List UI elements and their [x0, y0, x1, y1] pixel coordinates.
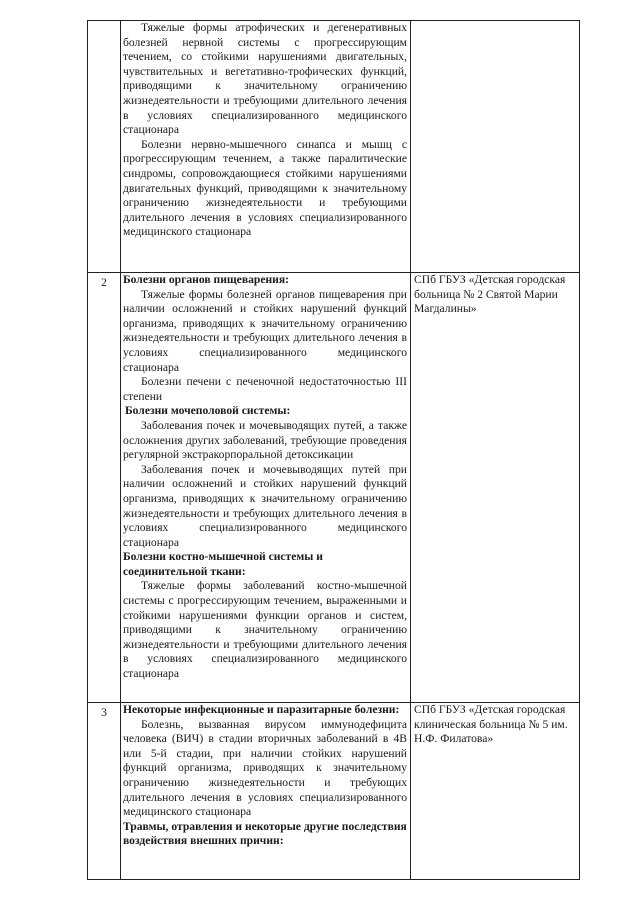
disease-paragraph: Тяжелые формы заболеваний костно-мышечной системы с прогрессирующим течением, выраженными и стойкими нарушениями функции органов и систем, приводящими к значительному ограничению жизнедеятельности и требующими длительного лечения в условиях специализированного медицинского стационара	[123, 579, 407, 681]
section-heading: Некоторые инфекционные и паразитарные болезни:	[123, 703, 400, 716]
row-number: 3	[101, 706, 107, 719]
section-heading: Болезни мочеполовой системы:	[125, 404, 291, 418]
row-number: 2	[101, 276, 107, 289]
table-row	[88, 703, 580, 880]
section-heading: Травмы, отравления и некоторые другие последствия воздействия внешних причин:	[123, 819, 407, 848]
organization-cell	[411, 21, 580, 273]
row-number	[88, 21, 120, 24]
disease-paragraph: Тяжелые формы атрофических и дегенеративных болезней нервной системы с прогрессирующим течением, со стойкими нарушениями двигательных, чувствительных и вегетативно-трофических функций, приводящими к значительному ограничению жизнедеятельности и требующими длительного лечения в условиях специализированного медицинского стационара	[123, 21, 407, 137]
table-row	[88, 273, 580, 703]
organization-name: СПб ГБУЗ «Детская городская больница № 2 Святой Марии Магдалины»	[414, 273, 566, 316]
disease-cell	[121, 703, 411, 880]
organization-name: СПб ГБУЗ «Детская городская клиническая больница № 5 им. Н.Ф. Филатова»	[414, 703, 568, 746]
row-number-cell	[88, 21, 121, 273]
row-number-cell	[88, 273, 121, 703]
disease-paragraph: Болезни печени с печеночной недостаточностью III степени	[123, 375, 407, 403]
disease-paragraph: Заболевания почек и мочевыводящих путей при наличии осложнений и стойких нарушений функций организма, приводящих к значительному ограничению жизнедеятельности и требующих длительного лечения в условиях специализированного медицинского стационара	[123, 462, 407, 549]
organization-cell	[411, 703, 580, 880]
disease-cell	[121, 273, 411, 703]
disease-cell	[121, 21, 411, 273]
disease-paragraph: Болезнь, вызванная вирусом иммунодефицита человека (ВИЧ) в стадии вторичных заболеваний в 4В или 5-й стадии, при наличии стойких нарушений функций организма, приводящих к значительному ограничению жизнедеятельности и требующих длительного лечения в условиях специализированного медицинского стационара	[123, 717, 407, 819]
table-row	[88, 21, 580, 273]
organization-cell	[411, 273, 580, 703]
section-heading: Болезни органов пищеварения:	[123, 273, 289, 286]
disease-paragraph: Тяжелые формы болезней органов пищеварения при наличии осложнений и стойких нарушений функций организма, приводящих к значительному ограничению жизнедеятельности и требующих длительного лечения в условиях специализированного медицинского стационара	[123, 287, 407, 374]
document-table	[87, 20, 580, 880]
disease-paragraph: Болезни нервно-мышечного синапса и мышц с прогрессирующим течением, а также паралитические синдромы, сопровождающиеся стойкими нарушениями двигательных функций, приводящими к значительному ограничению жизнедеятельности и требующими длительного лечения в условиях специализированного медицинского стационара	[123, 137, 407, 239]
section-heading: Болезни костно-мышечной системы и соединительной ткани:	[123, 550, 323, 578]
row-number-cell	[88, 703, 121, 880]
disease-paragraph: Заболевания почек и мочевыводящих путей, а также осложнения других заболеваний, требующие проведения регулярной экстракорпоральной детоксикации	[123, 418, 407, 462]
